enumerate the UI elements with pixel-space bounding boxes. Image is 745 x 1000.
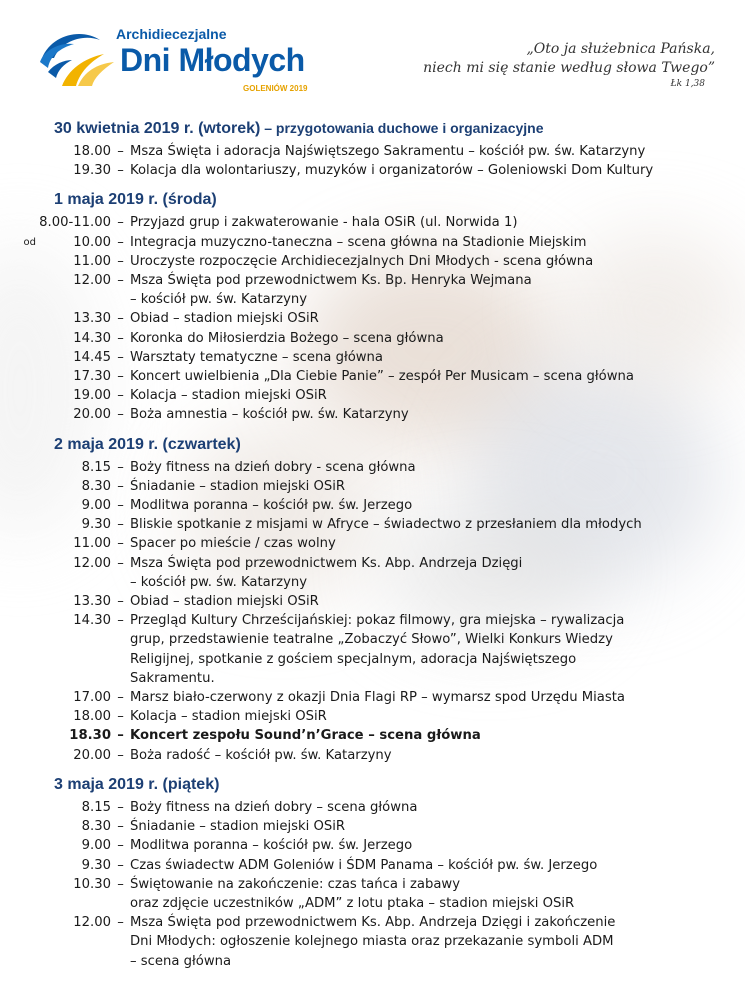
time-prefix [18,630,38,649]
event-description: Bliskie spotkanie z misjami w Afryce – świadectwo z przesłaniem dla młodych [130,517,642,533]
time-prefix [18,836,38,855]
separator-dash [111,932,130,951]
time-prefix [18,932,38,951]
event-time: 9.30 [81,517,111,533]
schedule-item [18,573,738,592]
schedule-item [18,534,738,553]
schedule-item [18,630,738,649]
time-prefix [18,534,38,553]
separator-dash: – [117,819,124,835]
schedule-item [18,405,738,424]
event-time: 18.30 [69,728,111,744]
time-prefix [18,894,38,913]
schedule-item [18,894,738,913]
day-date: 2 maja 2019 r. (czwartek) [54,435,241,453]
day-title [18,118,738,139]
event-description: Koncert uwielbienia „Dla Ciebie Panie” – zespół Per Musicam – scena główna [130,369,634,385]
quote-line-2: niech mi się stanie według słowa Twego” [423,60,715,76]
schedule-item [18,477,738,496]
event-description: Śniadanie – stadion miejski OSiR [130,478,346,494]
separator-dash [111,630,130,649]
event-description: Kolacja – stadion miejski OSiR [130,709,327,725]
event-time: 20.00 [73,747,111,763]
separator-dash: – [117,747,124,763]
event-description: Świętowanie na zakończenie: czas tańca i zabawy [130,876,461,892]
event-description: Kolacja – stadion miejski OSiR [130,388,327,404]
day-subtitle: – przygotowania duchowe i organizacyjne [260,120,544,136]
schedule-item [18,726,738,745]
day-date: 30 kwietnia 2019 r. (wtorek) [54,120,261,137]
time-prefix [18,405,38,424]
day-section [18,435,738,765]
event-description: Sakramentu. [130,670,215,686]
day-section [18,775,738,971]
event-description: Boży fitness na dzień dobry – scena główna [130,799,418,815]
schedule-item [18,875,738,894]
time-prefix [18,798,38,817]
event-description: Przyjazd grup i zakwaterowanie - hala OSiR (ul. Norwida 1) [130,215,518,231]
event-time [38,669,111,688]
separator-dash: – [117,915,124,931]
schedule-item [18,650,738,669]
event-description: Koronka do Miłosierdzia Bożego – scena główna [130,330,444,346]
event-description: Modlitwa poranna – kościół pw. św. Jerzego [130,498,413,514]
event-time: 18.00 [73,709,111,725]
schedule-item [18,458,738,477]
quote-reference: Łk 1,38 [670,79,705,89]
time-prefix [18,496,38,515]
event-description: Czas świadectw ADM Goleniów i ŚDM Panama – kościół pw. św. Jerzego [130,857,598,873]
event-description: Religijnej, spotkanie z gościem specjalnym, adoracja Najświętszego [130,651,577,667]
separator-dash: – [117,709,124,725]
event-logo [38,20,338,100]
event-time: 9.00 [81,838,111,854]
event-time: 8.30 [81,478,111,494]
separator-dash: – [117,478,124,494]
event-time [38,894,111,913]
event-time: 14.45 [73,349,111,365]
time-prefix [18,515,38,534]
separator-dash: – [117,215,124,231]
separator-dash: – [117,613,124,629]
schedule-item [18,932,738,951]
time-prefix [18,707,38,726]
separator-dash [111,669,130,688]
event-time: 8.00-11.00 [39,215,111,231]
time-prefix [18,290,38,309]
event-description: Śniadanie – stadion miejski OSiR [130,819,346,835]
schedule-item [18,913,738,932]
event-time [38,932,111,951]
time-prefix [18,650,38,669]
event-description: Przegląd Kultury Chrześcijańskiej: pokaz filmowy, gra miejska – rywalizacja [130,613,625,629]
time-prefix [18,348,38,367]
time-prefix [18,161,38,180]
separator-dash [111,952,130,971]
event-time: 19.00 [73,388,111,404]
day-title [18,435,738,455]
time-prefix [18,817,38,836]
separator-dash: – [117,407,124,423]
schedule-item [18,290,738,309]
schedule-item [18,348,738,367]
event-time: 11.00 [73,253,111,269]
event-time: 14.30 [73,613,111,629]
event-time [38,630,111,649]
event-time: 20.00 [73,407,111,423]
separator-dash: – [117,857,124,873]
schedule-item [18,233,738,252]
separator-dash: – [117,163,124,179]
logo-line-3: GOLENIÓW 2019 [243,84,308,93]
time-prefix [18,611,38,630]
scripture-quote [423,40,715,90]
event-description: Obiad – stadion miejski OSiR [130,594,319,610]
time-prefix [18,309,38,328]
separator-dash [111,573,130,592]
time-prefix [18,458,38,477]
event-description: grup, przedstawienie teatralne „Zobaczyć Słowo”, Wielki Konkurs Wiedzy [130,632,613,648]
event-time: 11.00 [73,536,111,552]
schedule-item [18,856,738,875]
time-prefix [18,726,38,745]
event-description: Marsz biało-czerwony z okazji Dnia Flagi RP – wymarsz spod Urzędu Miasta [130,690,626,706]
separator-dash [111,290,130,309]
event-time [38,573,111,592]
schedule-item [18,836,738,855]
separator-dash: – [117,498,124,514]
event-description: Dni Młodych: ogłoszenie kolejnego miasta oraz przekazanie symboli ADM [130,934,614,950]
event-description: Uroczyste rozpoczęcie Archidiecezjalnych Dni Młodych - scena główna [130,253,594,269]
event-description: Kolacja dla wolontariuszy, muzyków i organizatorów – Goleniowski Dom Kultury [130,163,654,179]
event-description: Boży fitness na dzień dobry - scena główna [130,459,416,475]
event-time [38,650,111,669]
event-time: 9.30 [81,857,111,873]
time-prefix [18,688,38,707]
event-description: Boża radość – kościół pw. św. Katarzyny [130,747,392,763]
event-time: 17.30 [73,369,111,385]
separator-dash: – [117,144,124,159]
event-description: – kościół pw. św. Katarzyny [130,574,308,590]
event-time: 8.30 [81,819,111,835]
event-description: Msza Święta pod przewodnictwem Ks. Abp. Andrzeja Dzięgi i zakończenie [130,915,616,931]
event-time: 12.00 [73,273,111,289]
event-description: Koncert zespołu Sound’n’Grace – scena główna [130,728,481,744]
separator-dash: – [117,536,124,552]
day-section [18,190,738,424]
day-date: 3 maja 2019 r. (piątek) [54,775,220,793]
schedule-item [18,271,738,290]
separator-dash: – [117,234,124,250]
event-time: 9.00 [81,498,111,514]
event-time: 8.15 [81,459,111,475]
event-description: Spacer po mieście / czas wolny [130,536,336,552]
time-prefix [18,213,38,232]
time-prefix [18,386,38,405]
separator-dash: – [117,799,124,815]
schedule-item [18,688,738,707]
event-time: 10.00 [73,234,111,250]
day-section [18,118,738,180]
event-description: Boża amnestia – kościół pw. św. Katarzyny [130,407,409,423]
schedule-item [18,817,738,836]
event-time: 18.00 [73,144,111,159]
event-time: 12.00 [73,555,111,571]
schedule-item [18,669,738,688]
time-prefix [18,913,38,932]
quote-line-1: „Oto ja służebnica Pańska, [526,41,715,57]
event-description: Obiad – stadion miejski OSiR [130,311,319,327]
event-time: 8.15 [81,799,111,815]
logo-swoosh-icon [38,28,118,90]
event-description: – scena główna [130,953,232,969]
schedule-item [18,142,738,161]
time-prefix [18,669,38,688]
separator-dash [111,650,130,669]
logo-line-1: Archidiecezjalne [116,26,227,42]
time-prefix [18,554,38,573]
event-time: 13.30 [73,311,111,327]
schedule-item [18,592,738,611]
event-description: Modlitwa poranna – kościół pw. św. Jerzego [130,838,413,854]
schedule-item [18,707,738,726]
event-description: oraz zdjęcie uczestników „ADM” z lotu ptaka – stadion miejski OSiR [130,895,575,911]
separator-dash: – [117,330,124,346]
event-description: Msza Święta pod przewodnictwem Ks. Abp. Andrzeja Dzięgi [130,555,523,571]
time-prefix [18,856,38,875]
separator-dash: – [117,838,124,854]
schedule-item [18,952,738,971]
schedule-item [18,252,738,271]
schedule-item [18,309,738,328]
separator-dash: – [117,369,124,385]
time-prefix [18,875,38,894]
event-description: – kościół pw. św. Katarzyny [130,292,308,308]
schedule-item [18,746,738,765]
separator-dash [111,894,130,913]
event-time [38,952,111,971]
schedule-item [18,161,738,180]
separator-dash: – [117,876,124,892]
day-date: 1 maja 2019 r. (środa) [54,191,217,209]
schedule-item [18,213,738,232]
event-time: 14.30 [73,330,111,346]
separator-dash: – [117,728,124,744]
separator-dash: – [117,388,124,404]
event-time: 13.30 [73,594,111,610]
schedule-item [18,515,738,534]
schedule-item [18,798,738,817]
schedule-item [18,386,738,405]
event-description: Msza Święta pod przewodnictwem Ks. Bp. Henryka Wejmana [130,273,532,289]
time-prefix [18,329,38,348]
separator-dash: – [117,690,124,706]
separator-dash: – [117,555,124,571]
time-prefix [18,252,38,271]
schedule-item [18,367,738,386]
separator-dash: – [117,517,124,533]
time-prefix [18,367,38,386]
separator-dash: – [117,349,124,365]
day-title [18,775,738,795]
event-time: 17.00 [73,690,111,706]
logo-line-2: Dni Młodych [120,42,305,78]
schedule-item [18,554,738,573]
event-time [38,290,111,309]
event-time: 19.30 [73,163,111,179]
separator-dash: – [117,594,124,610]
time-prefix [18,746,38,765]
schedule-item [18,611,738,630]
separator-dash: – [117,253,124,269]
time-prefix [18,573,38,592]
time-prefix [18,592,38,611]
time-prefix: od [23,236,36,248]
time-prefix [18,271,38,290]
time-prefix [18,477,38,496]
schedule-item [18,496,738,515]
separator-dash: – [117,273,124,289]
schedule [18,118,738,981]
time-prefix [18,142,38,161]
event-time: 12.00 [73,915,111,931]
event-description: Msza Święta i adoracja Najświętszego Sakramentu – kościół pw. św. Katarzyny [130,144,646,159]
event-description: Warsztaty tematyczne – scena główna [130,349,383,365]
separator-dash: – [117,459,124,475]
separator-dash: – [117,311,124,327]
event-time: 10.30 [73,876,111,892]
day-title [18,190,738,210]
time-prefix [18,952,38,971]
event-description: Integracja muzyczno-taneczna – scena główna na Stadionie Miejskim [130,234,587,250]
schedule-item [18,329,738,348]
